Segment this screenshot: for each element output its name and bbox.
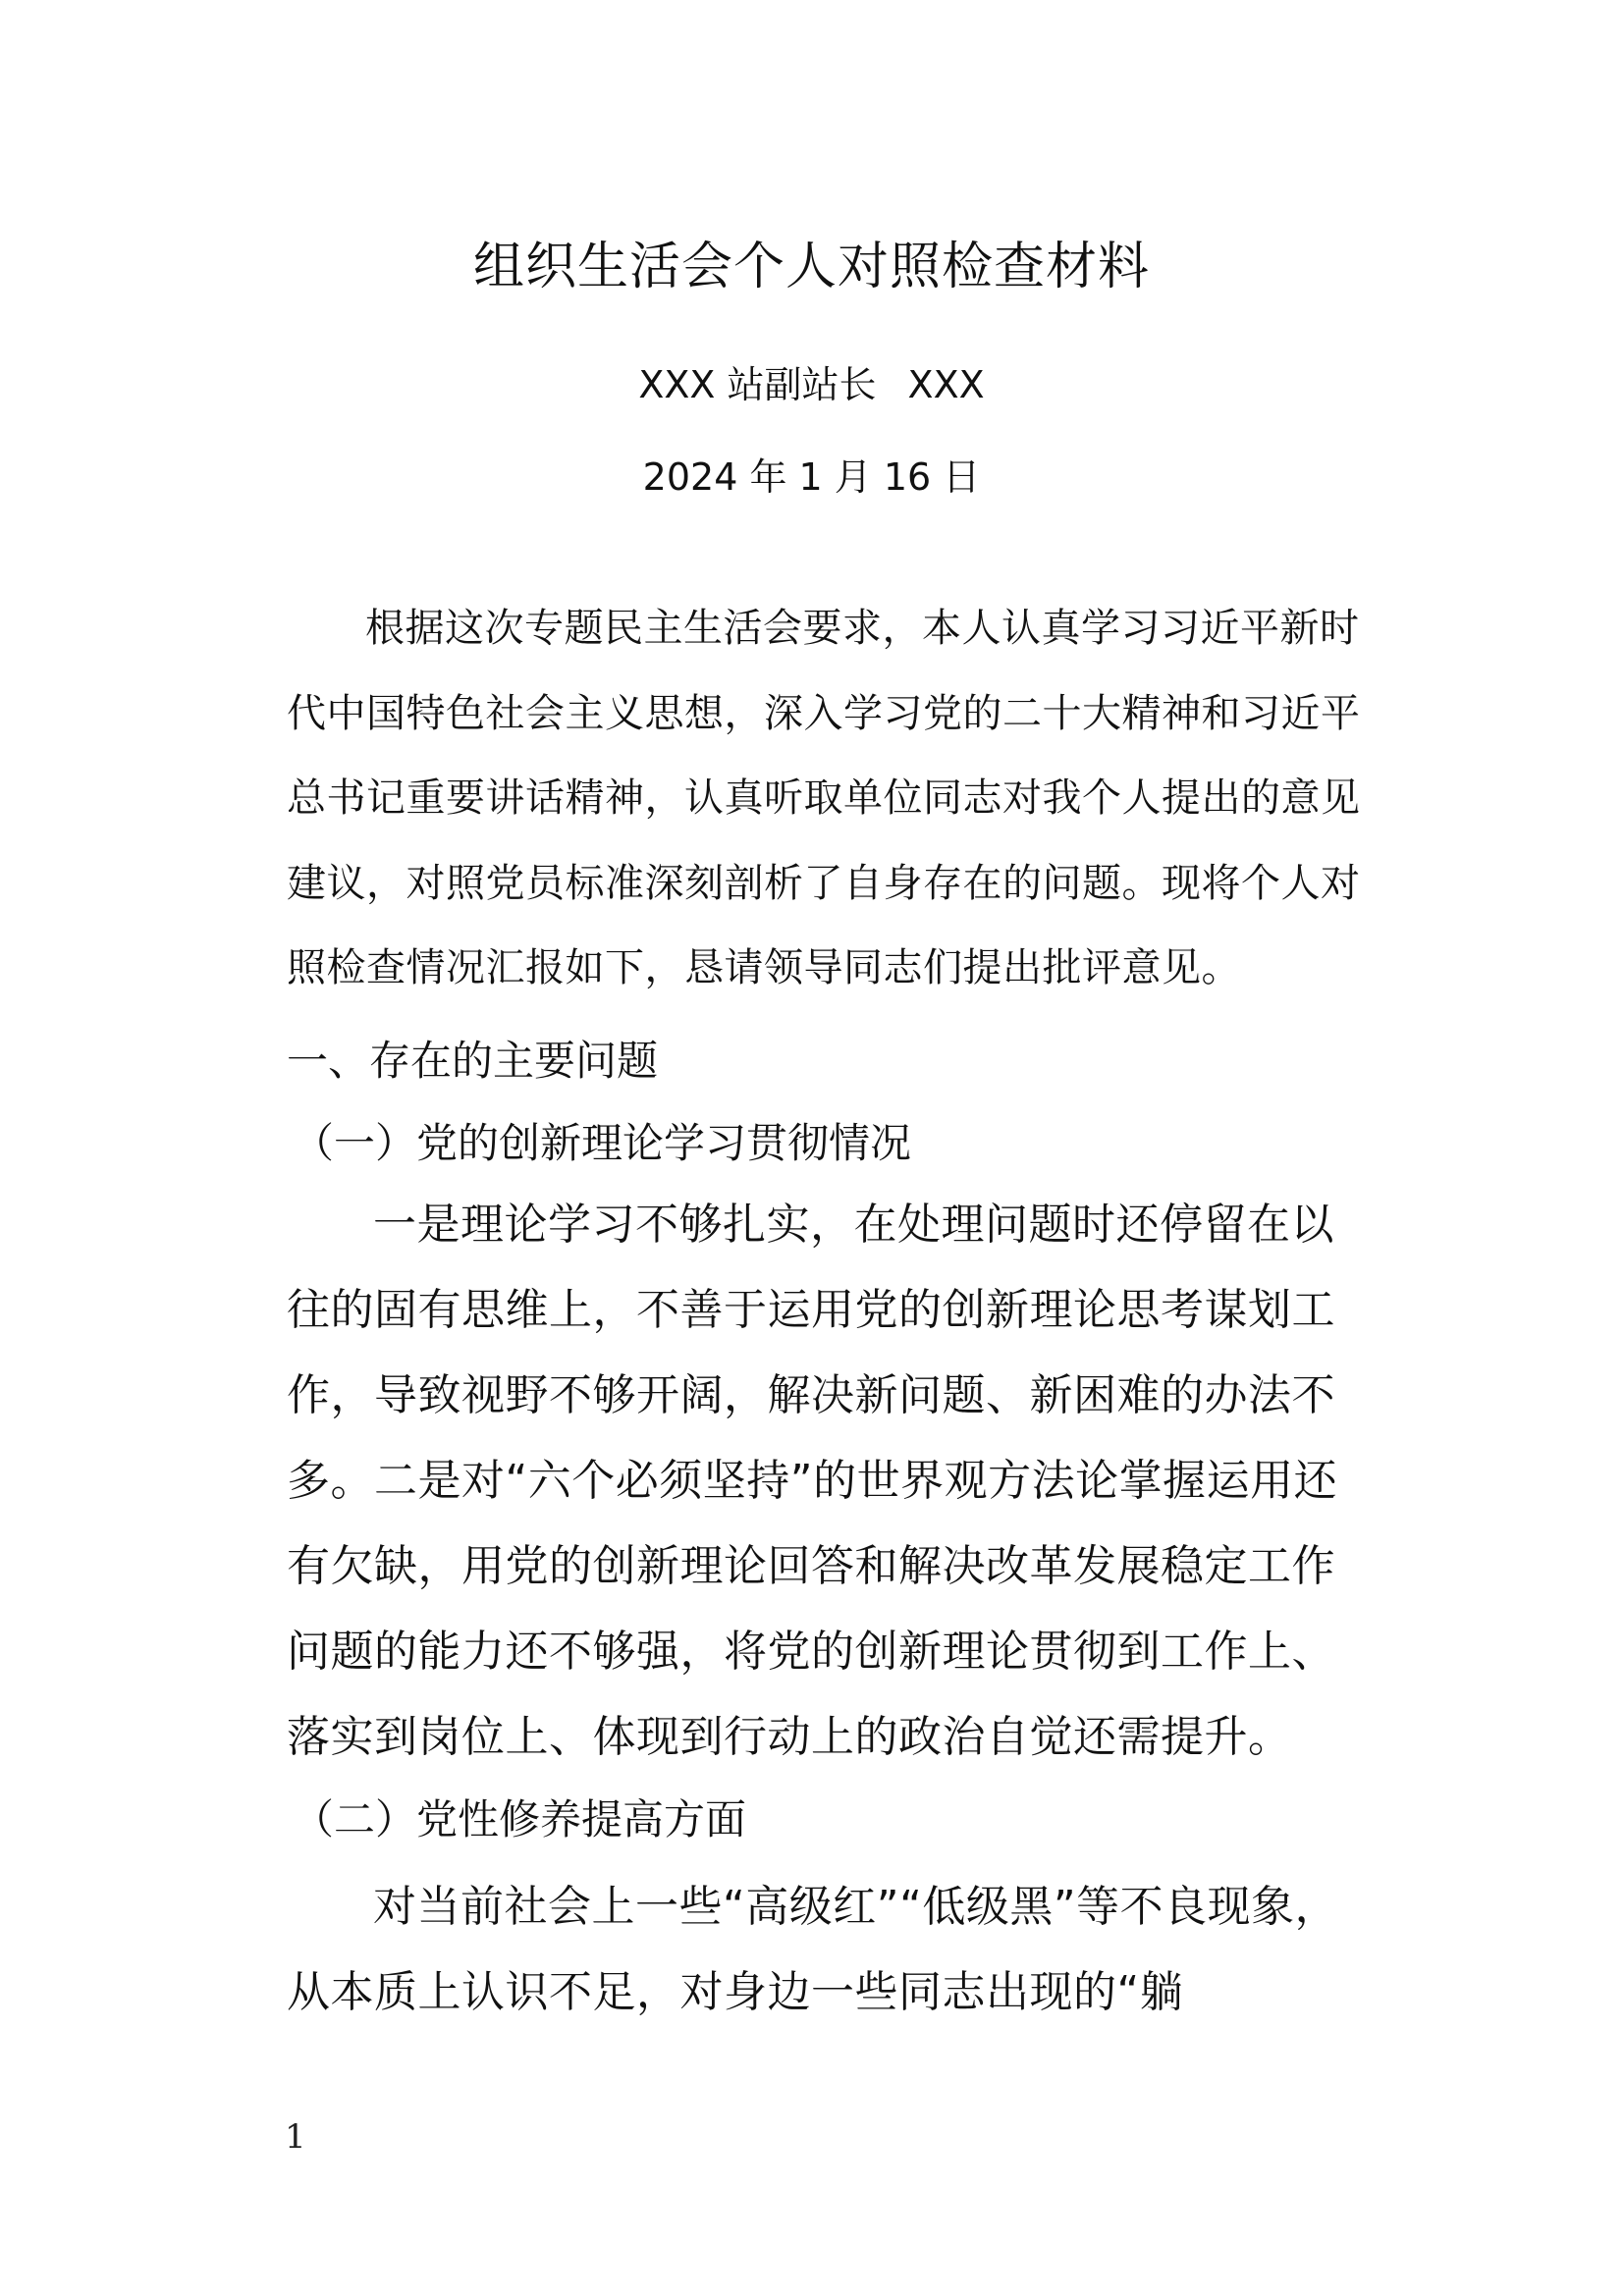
document-date: 2024 年 1 月 16 日 (642, 455, 981, 499)
page-number: 1 (285, 2117, 306, 2157)
paragraph-party-spirit: 对当前社会上一些“高级红”“低级黑”等不良现象，从本质上认识不足，对身边一些同志出现的“躺 (287, 1882, 1339, 2017)
intro-paragraph: 根据这次专题民主生活会要求，本人认真学习习近平新时代中国特色社会主义思想，深入学习党的二十大精神和习近平总书记重要讲话精神，认真听取单位同志对我个人提出的意见建议，对照党员标准深刻剖析了自身存在的问题。现将个人对照检查情况汇报如下，恳请领导同志们提出批评意见。 (287, 606, 1361, 990)
author-role: XXX 站副站长 (638, 363, 877, 406)
subsection-heading-party-spirit: （二）党性修养提高方面 (293, 1795, 747, 1843)
paragraph-theory: 一是理论学习不够扎实，在处理问题时还停留在以往的固有思维上，不善于运用党的创新理论思考谋划工作，导致视野不够开阔，解决新问题、新困难的办法不多。二是对“六个必须坚持”的世界观方法论掌握运用还有欠缺，用党的创新理论回答和解决改革发展稳定工作问题的能力还不够强，将党的创新理论贯彻到工作上、落实到岗位上、体现到行动上的政治自觉还需提升。 (287, 1200, 1338, 1762)
document-title: 组织生活会个人对照检查材料 (472, 238, 1150, 296)
section-heading-problems: 一、存在的主要问题 (287, 1037, 659, 1085)
author-line (0, 355, 1623, 414)
subsection-heading-theory: （一）党的创新理论学习贯彻情况 (293, 1119, 912, 1167)
author-name: XXX (907, 363, 985, 406)
